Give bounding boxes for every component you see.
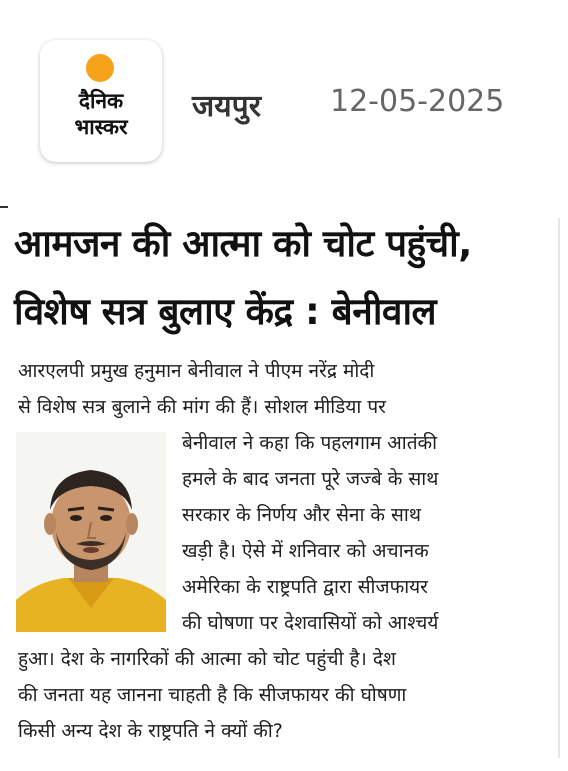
column-divider (558, 218, 560, 758)
body-line: सरकार के निर्णय और सेना के साथ (182, 504, 421, 526)
logo-text-line1: दैनिक (78, 89, 124, 113)
body-line: खड़ी है। ऐसे में शनिवार को अचानक (182, 540, 429, 562)
sun-icon (86, 54, 114, 82)
logo-text-line2: भास्कर (74, 115, 128, 139)
person-portrait-icon (16, 432, 166, 632)
headline-line2: विशेष सत्र बुलाए केंद्र : बेनीवाल (14, 290, 437, 333)
body-line: की घोषणा पर देशवासियों को आश्चर्य (182, 612, 439, 634)
edition-date: 12-05-2025 (330, 84, 505, 119)
column-rule-mark (0, 206, 8, 208)
body-line: की जनता यह जानना चाहती है कि सीजफायर की घोषणा (18, 684, 407, 706)
dainik-bhaskar-logo (40, 40, 162, 162)
portrait-photo (16, 432, 166, 632)
body-line: आरएलपी प्रमुख हनुमान बेनीवाल ने पीएम नरेंद्र मोदी (18, 360, 375, 382)
body-line: हुआ। देश के नागरिकों की आत्मा को चोट पहुंची है। देश (18, 648, 396, 670)
body-line: अमेरिका के राष्ट्रपति द्वारा सीजफायर (182, 576, 428, 598)
headline-line1: आमजन की आत्मा को चोट पहुंची, (14, 222, 472, 265)
masthead (0, 0, 568, 200)
body-line: से विशेष सत्र बुलाने की मांग की हैं। सोशल मीडिया पर (18, 396, 386, 418)
body-line: किसी अन्य देश के राष्ट्रपति ने क्यों की? (18, 720, 283, 742)
body-line: बेनीवाल ने कहा कि पहलगाम आतंकी (182, 432, 438, 454)
body-line: हमले के बाद जनता पूरे जज्बे के साथ (182, 468, 439, 490)
edition-city: जयपुर (192, 89, 261, 124)
